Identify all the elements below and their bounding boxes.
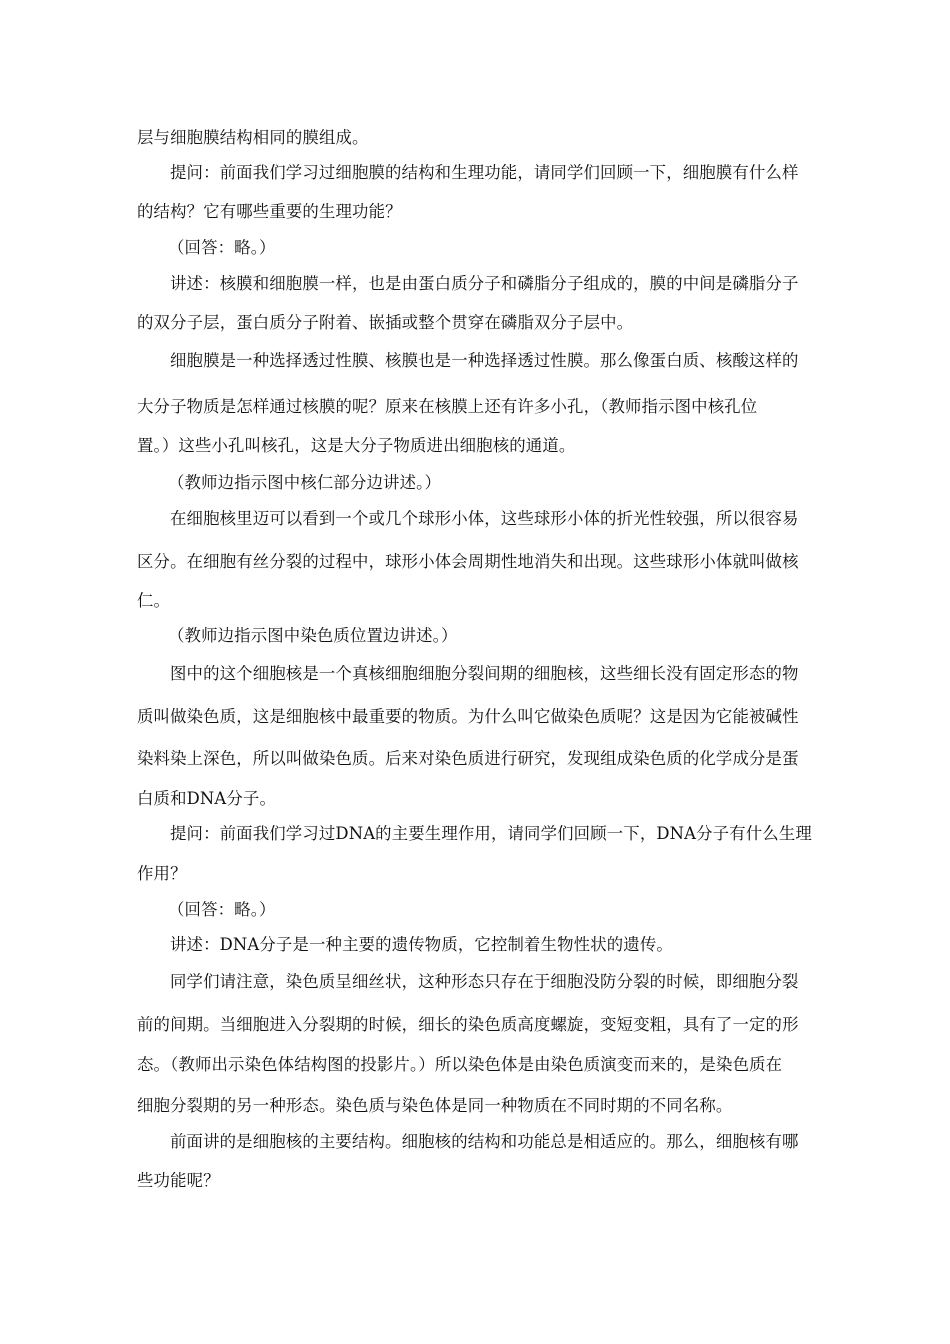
text-line: （教师边指示图中核仁部分边讲述。）	[168, 473, 441, 492]
text-line: 细胞膜是一种选择透过性膜、核膜也是一种选择透过性膜。那么像蛋白质、核酸这样的	[170, 351, 799, 370]
text-line: 作用？	[137, 864, 187, 883]
text-line: 提问：前面我们学习过细胞膜的结构和生理功能，请同学们回顾一下，细胞膜有什么样	[170, 163, 799, 182]
text-line: 大分子物质是怎样通过核膜的呢？原来在核膜上还有许多小孔，（教师指示图中核孔位	[137, 397, 758, 416]
text-line: 同学们请注意，染色质呈细丝状，这种形态只存在于细胞没防分裂的时候，即细胞分裂	[170, 972, 799, 991]
text-line: 讲述：DNA分子是一种主要的遗传物质，它控制着生物性状的遗传。	[170, 935, 673, 954]
text-line: （教师边指示图中染色质位置边讲述。）	[168, 626, 458, 645]
text-line: 的双分子层，蛋白质分子附着、嵌插或整个贯穿在磷脂双分子层中。	[137, 313, 634, 332]
text-line: 前的间期。当细胞进入分裂期的时候，细长的染色质高度螺旋，变短变粗，具有了一定的形	[137, 1015, 799, 1034]
text-line: 的结构？它有哪些重要的生理功能？	[137, 202, 402, 221]
text-line: 层与细胞膜结构相同的膜组成。	[137, 128, 369, 147]
text-line: 提问：前面我们学习过DNA的主要生理作用，请同学们回顾一下，DNA分子有什么生理	[170, 824, 812, 843]
text-line: 图中的这个细胞核是一个真核细胞细胞分裂间期的细胞核，这些细长没有固定形态的物	[170, 664, 799, 683]
text-line: 讲述：核膜和细胞膜一样，也是由蛋白质分子和磷脂分子组成的，膜的中间是磷脂分子	[170, 274, 799, 293]
text-line: 态。（教师出示染色体结构图的投影片。）所以染色体是由染色质演变而来的，是染色质在	[137, 1055, 783, 1074]
text-line: （回答：略。）	[168, 238, 276, 257]
text-line: 质叫做染色质，这是细胞核中最重要的物质。为什么叫它做染色质呢？这是因为它能被碱性	[137, 707, 799, 726]
text-line: 前面讲的是细胞核的主要结构。细胞核的结构和功能总是相适应的。那么，细胞核有哪	[170, 1132, 799, 1151]
text-line: 细胞分裂期的另一种形态。染色质与染色体是同一种物质在不同时期的不同名称。	[137, 1096, 733, 1115]
text-line: 白质和DNA分子。	[137, 789, 277, 808]
text-line: 置。）这些小孔叫核孔，这是大分子物质进出细胞核的通道。	[137, 436, 576, 455]
text-line: 区分。在细胞有丝分裂的过程中，球形小体会周期性地消失和出现。这些球形小体就叫做核	[137, 552, 799, 571]
text-line: 些功能呢？	[137, 1171, 220, 1190]
text-line: （回答：略。）	[168, 900, 276, 919]
text-line: 染料染上深色，所以叫做染色质。后来对染色质进行研究，发现组成染色质的化学成分是蛋	[137, 749, 799, 768]
text-line: 在细胞核里迈可以看到一个或几个球形小体，这些球形小体的折光性较强，所以很容易	[170, 509, 799, 528]
text-line: 仁。	[137, 591, 171, 610]
